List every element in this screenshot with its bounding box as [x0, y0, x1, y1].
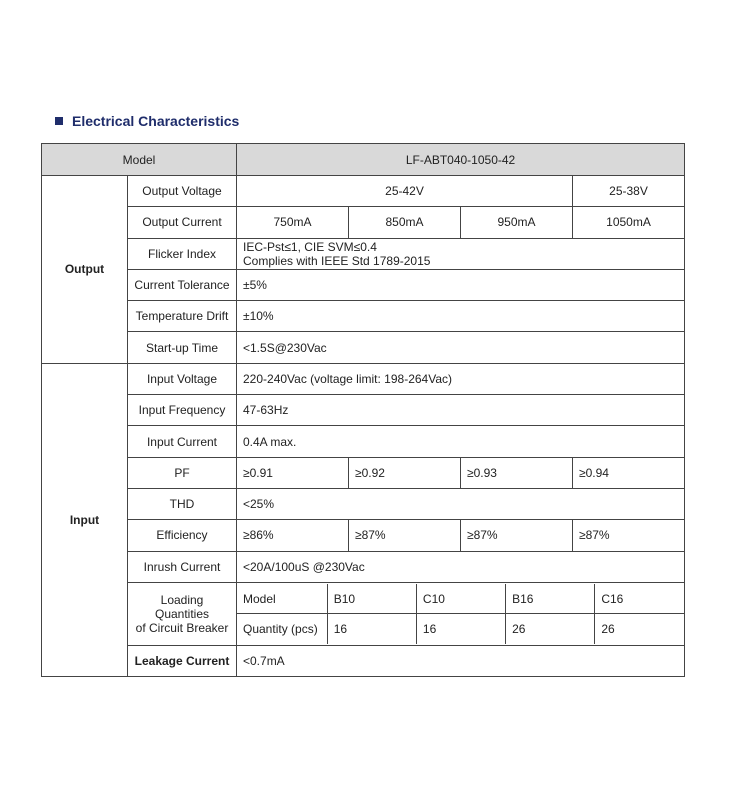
output-current-value: 850mA [349, 207, 461, 238]
input-current-row [42, 426, 685, 457]
current-tolerance-row [42, 269, 685, 300]
output-current-value: 950mA [461, 207, 573, 238]
input-group-label: Input [42, 363, 128, 676]
input-current-value: 0.4A max. [237, 426, 685, 457]
pf-row [42, 457, 685, 488]
efficiency-value: ≥86% [237, 520, 349, 551]
input-voltage-label: Input Voltage [128, 363, 237, 394]
output-voltage-value-a: 25-42V [237, 176, 573, 207]
output-current-value: 1050mA [573, 207, 685, 238]
circuit-breaker-label [128, 582, 237, 645]
pf-value: ≥0.91 [237, 457, 349, 488]
inrush-current-label: Inrush Current [128, 551, 237, 582]
input-frequency-row [42, 395, 685, 426]
current-tolerance-value: ±5% [237, 269, 685, 300]
startup-time-row [42, 332, 685, 363]
pf-value: ≥0.93 [461, 457, 573, 488]
model-value: LF-ABT040-1050-42 [237, 144, 685, 176]
input-frequency-value: 47-63Hz [237, 395, 685, 426]
temperature-drift-value: ±10% [237, 301, 685, 332]
breaker-quantity-cell: 26 [595, 614, 684, 644]
temperature-drift-label: Temperature Drift [128, 301, 237, 332]
leakage-current-value: <0.7mA [237, 645, 685, 676]
breaker-model-row [237, 584, 684, 614]
output-current-value: 750mA [237, 207, 349, 238]
thd-value: <25% [237, 488, 685, 519]
pf-value: ≥0.92 [349, 457, 461, 488]
circuit-breaker-row [42, 582, 685, 645]
flicker-index-label: Flicker Index [128, 238, 237, 269]
input-current-label: Input Current [128, 426, 237, 457]
leakage-current-row [42, 645, 685, 676]
section-heading [55, 112, 239, 130]
output-current-label: Output Current [128, 207, 237, 238]
temperature-drift-row [42, 301, 685, 332]
pf-value: ≥0.94 [573, 457, 685, 488]
flicker-index-row [42, 238, 685, 269]
flicker-index-line2: Complies with IEEE Std 1789-2015 [243, 253, 431, 268]
output-voltage-label: Output Voltage [128, 176, 237, 207]
electrical-characteristics-table [41, 143, 685, 677]
model-row [42, 144, 685, 176]
circuit-breaker-label-line1: Loading Quantities [154, 592, 210, 621]
breaker-model-cell: Model [243, 591, 276, 606]
breaker-quantity-cell: 16 [416, 614, 505, 644]
section-title: Electrical Characteristics [72, 113, 240, 129]
breaker-quantity-cell: Quantity (pcs) [237, 614, 327, 644]
circuit-breaker-label-line2: of Circuit Breaker [135, 620, 229, 635]
leakage-current-label: Leakage Current [128, 645, 237, 676]
input-voltage-value: 220-240Vac (voltage limit: 198-264Vac) [237, 363, 685, 394]
bullet-square-icon [55, 117, 63, 125]
output-voltage-value-b: 25-38V [573, 176, 685, 207]
input-frequency-label: Input Frequency [128, 395, 237, 426]
inrush-current-value: <20A/100uS @230Vac [237, 551, 685, 582]
inrush-current-row [42, 551, 685, 582]
efficiency-value: ≥87% [349, 520, 461, 551]
output-voltage-row [42, 176, 685, 207]
efficiency-value: ≥87% [461, 520, 573, 551]
efficiency-row [42, 520, 685, 551]
output-group-label: Output [42, 176, 128, 364]
circuit-breaker-subtable-cell [237, 582, 685, 645]
startup-time-label: Start-up Time [128, 332, 237, 363]
breaker-quantity-cell: 16 [327, 614, 416, 644]
current-tolerance-label: Current Tolerance [128, 269, 237, 300]
input-voltage-row [42, 363, 685, 394]
flicker-index-line1: IEC-Pst≤1, CIE SVM≤0.4 [243, 239, 377, 254]
startup-time-value: <1.5S@230Vac [237, 332, 685, 363]
breaker-quantity-row [237, 614, 684, 644]
breaker-model-cell: C16 [595, 584, 684, 614]
breaker-quantity-cell: 26 [506, 614, 595, 644]
circuit-breaker-subtable [237, 584, 684, 644]
efficiency-label: Efficiency [128, 520, 237, 551]
breaker-model-cell: B10 [327, 584, 416, 614]
output-current-row [42, 207, 685, 238]
efficiency-value: ≥87% [573, 520, 685, 551]
thd-label: THD [128, 488, 237, 519]
breaker-model-cell: B16 [506, 584, 595, 614]
flicker-index-value [237, 238, 685, 269]
pf-label: PF [128, 457, 237, 488]
breaker-model-cell: C10 [416, 584, 505, 614]
model-label: Model [42, 144, 237, 176]
thd-row [42, 488, 685, 519]
